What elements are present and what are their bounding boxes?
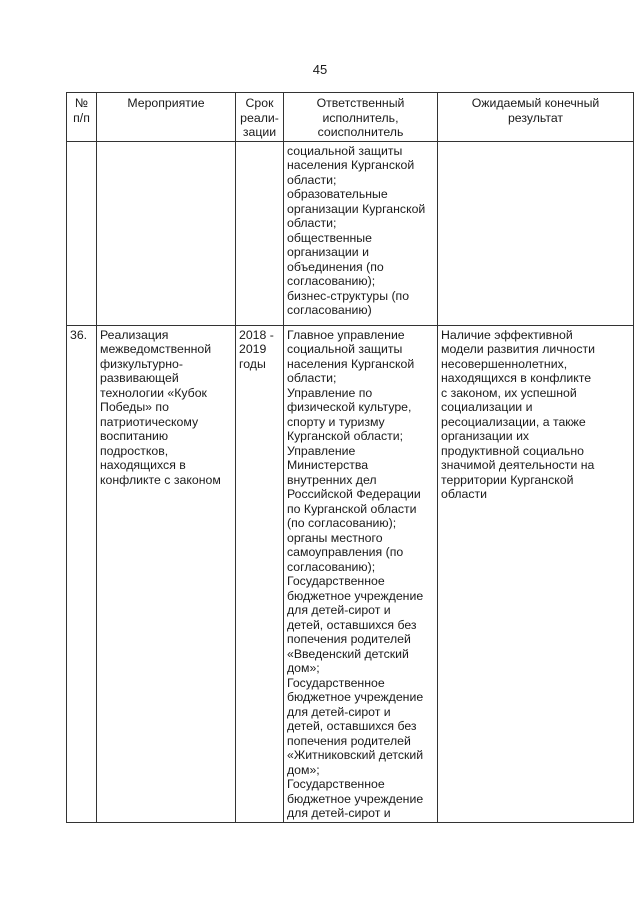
cell-result: Наличие эффективной модели развития личности несовершеннолетних, находящихся в конфликте с законом, их успешной социализации и ресоциализации, а также организации их продуктивной социально значимой деятельности на территории Курганской области: [438, 325, 634, 822]
table-row: [67, 141, 634, 325]
header-result: Ожидаемый конечный результат: [438, 93, 634, 142]
activities-table: [66, 92, 634, 823]
header-term: Срок реали- зации: [236, 93, 284, 142]
header-responsible: Ответственный исполнитель, соисполнитель: [284, 93, 438, 142]
cell-event: [97, 141, 236, 325]
header-num: № п/п: [67, 93, 97, 142]
cell-term: 2018 - 2019 годы: [236, 325, 284, 822]
cell-num: 36.: [67, 325, 97, 822]
cell-responsible: Главное управление социальной защиты населения Курганской области; Управление по физической культуре, спорту и туризму Курганской области; Управление Министерства внутренних дел Российской Федерации по Курганской области (по согласованию); органы местного самоуправления (по согласованию); Государственное бюджетное учреждение для детей-сирот и детей, оставшихся без попечения родителей «Введенский детский дом»; Государственное бюджетное учреждение для детей-сирот и детей, оставшихся без попечения родителей «Житниковский детский дом»; Государственное бюджетное учреждение для детей-сирот и: [284, 325, 438, 822]
cell-num: [67, 141, 97, 325]
header-event: Мероприятие: [97, 93, 236, 142]
table-row: [67, 325, 634, 822]
cell-responsible: социальной защиты населения Курганской области; образовательные организации Курганской области; общественные организации и объединения (по согласованию); бизнес-структуры (по согласованию): [284, 141, 438, 325]
cell-event: Реализация межведомственной физкультурно- развивающей технологии «Кубок Победы» по патриотическому воспитанию подростков, находящихся в конфликте с законом: [97, 325, 236, 822]
page-number: 45: [312, 62, 328, 77]
table-header-row: [67, 93, 634, 142]
cell-result: [438, 141, 634, 325]
cell-term: [236, 141, 284, 325]
